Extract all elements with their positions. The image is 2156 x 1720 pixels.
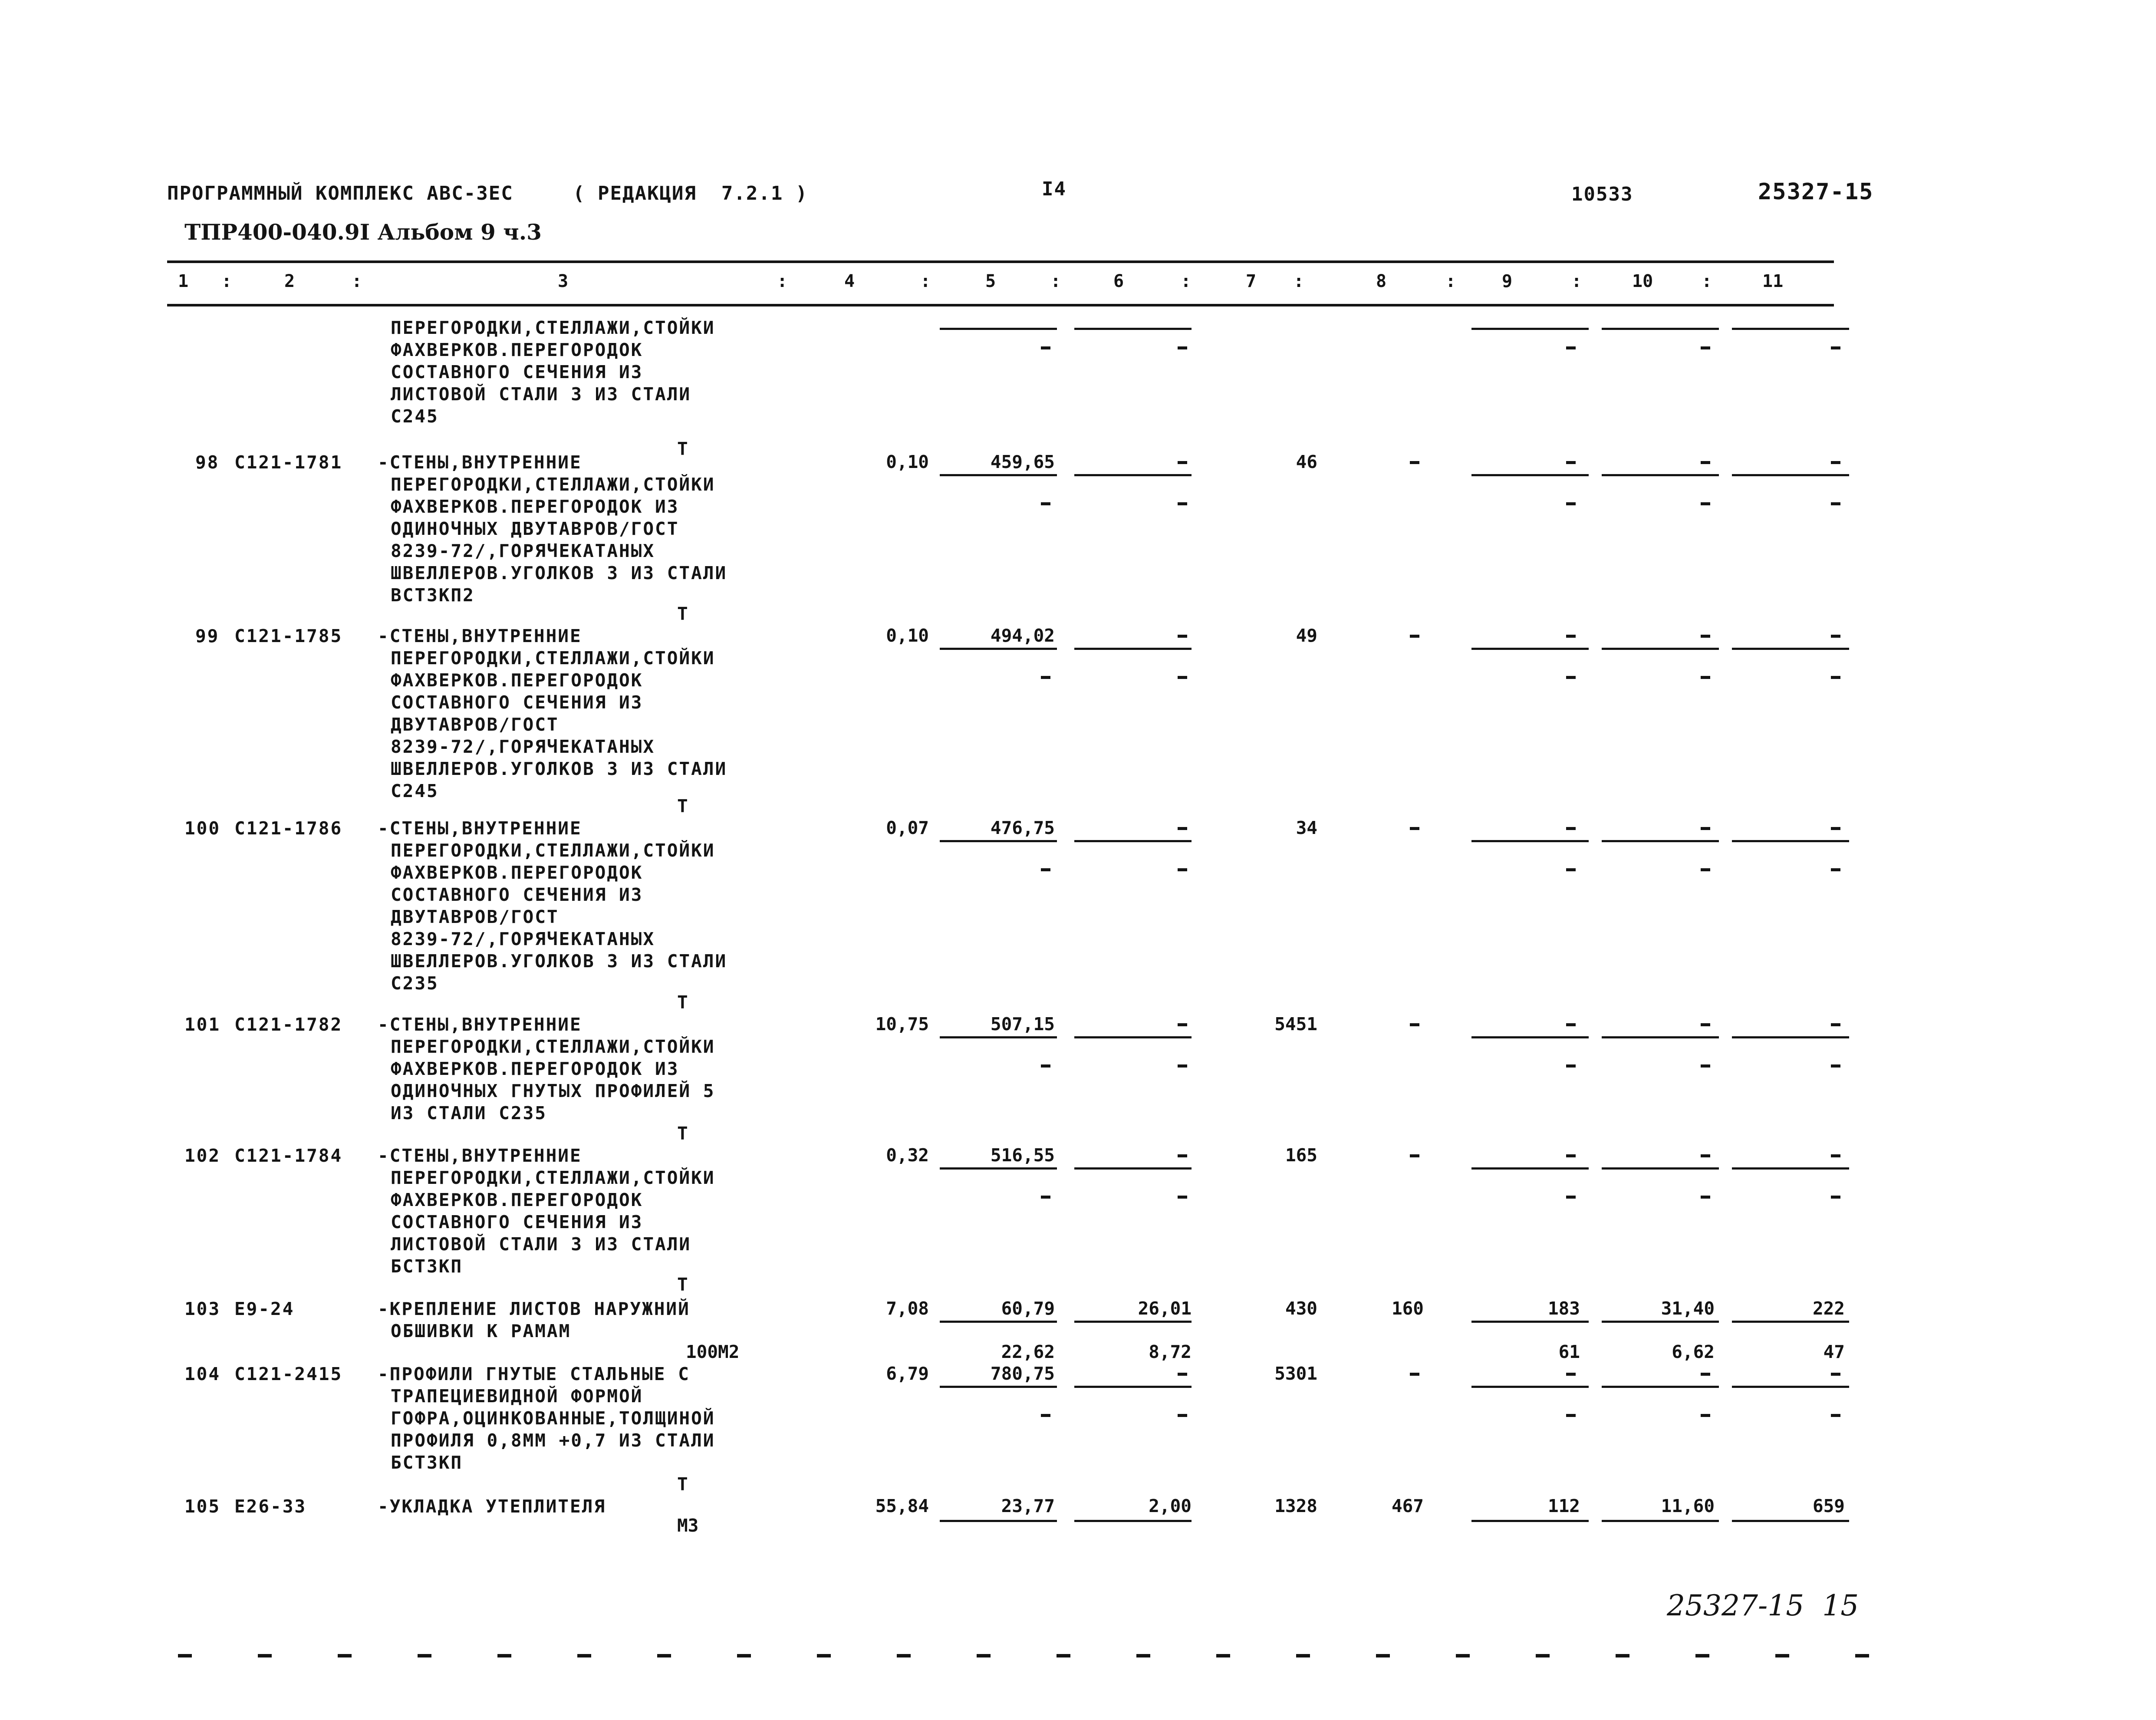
rule-segment-c5 bbox=[940, 1520, 1057, 1522]
description-line: 8239-72/,ГОРЯЧЕКАТАНЫХ bbox=[391, 736, 655, 757]
cell-c11: 222 bbox=[1812, 1298, 1845, 1319]
dash-mark bbox=[1566, 635, 1576, 638]
bottom-dash bbox=[897, 1654, 911, 1657]
dash-mark bbox=[1041, 868, 1050, 871]
row-number: 99 bbox=[195, 626, 220, 646]
dash-mark bbox=[1831, 635, 1840, 638]
description-line: ОДИНОЧНЫХ ГНУТЫХ ПРОФИЛЕЙ 5 bbox=[391, 1081, 715, 1101]
dash-mark bbox=[1831, 868, 1840, 871]
rule-segment-c5 bbox=[940, 328, 1057, 330]
rule-segment-c5 bbox=[940, 1321, 1057, 1323]
cell-c6: 26,01 bbox=[1138, 1298, 1192, 1319]
row-code: С121-1784 bbox=[234, 1145, 343, 1166]
rule-segment-c11 bbox=[1732, 1167, 1849, 1170]
bottom-dash bbox=[1136, 1654, 1150, 1657]
handwritten-signature: 25327-15 15 bbox=[1667, 1589, 1859, 1622]
description-line: ДВУТАВРОВ/ГОСТ bbox=[391, 906, 559, 927]
dash-mark bbox=[1178, 346, 1187, 349]
dash-mark bbox=[1701, 502, 1710, 505]
column-separator: : bbox=[1702, 271, 1712, 291]
row-code: С121-1782 bbox=[234, 1014, 343, 1035]
dash-mark bbox=[1178, 1154, 1187, 1157]
description-line: -СТЕНЫ,ВНУТРЕННИЕ bbox=[378, 626, 582, 646]
dash-mark bbox=[1041, 1064, 1050, 1068]
dash-mark bbox=[1178, 1196, 1187, 1199]
row-number: 105 bbox=[184, 1496, 221, 1517]
description-line: -СТЕНЫ,ВНУТРЕННИЕ bbox=[378, 1145, 582, 1166]
rule-segment-c5 bbox=[940, 840, 1057, 842]
dash-mark bbox=[1566, 346, 1576, 349]
description-line: ПРОФИЛЯ 0,8ММ +0,7 ИЗ СТАЛИ bbox=[391, 1430, 715, 1451]
dash-mark bbox=[1566, 1154, 1576, 1157]
description-line: СОСТАВНОГО СЕЧЕНИЯ ИЗ bbox=[391, 692, 643, 713]
dash-mark bbox=[1178, 827, 1187, 830]
rule-segment-c10 bbox=[1602, 648, 1719, 650]
description-line: БСТ3КП bbox=[391, 1452, 463, 1473]
rule-segment-c10 bbox=[1602, 1321, 1719, 1323]
dash-mark bbox=[1178, 461, 1187, 464]
column-separator: : bbox=[352, 271, 362, 291]
rule-segment-c11 bbox=[1732, 474, 1849, 476]
description-line: ЛИСТОВОЙ СТАЛИ 3 ИЗ СТАЛИ bbox=[391, 384, 691, 405]
page-number: I4 bbox=[1042, 178, 1066, 200]
row-code: С121-1781 bbox=[234, 452, 343, 473]
rule-segment-c10 bbox=[1602, 1520, 1719, 1522]
row-number: 102 bbox=[184, 1145, 221, 1166]
dash-mark bbox=[1701, 346, 1710, 349]
description-line: ОДИНОЧНЫХ ДВУТАВРОВ/ГОСТ bbox=[391, 518, 679, 539]
dash-mark bbox=[1410, 1154, 1419, 1157]
rule-segment-c5 bbox=[940, 648, 1057, 650]
dash-mark bbox=[1041, 676, 1050, 679]
cell-c9: 112 bbox=[1547, 1496, 1580, 1516]
bottom-dash bbox=[1057, 1654, 1070, 1657]
rule-segment-c9 bbox=[1471, 1036, 1589, 1038]
dash-mark bbox=[1178, 1064, 1187, 1068]
description-line: ПЕРЕГОРОДКИ,СТЕЛЛАЖИ,СТОЙКИ bbox=[391, 1167, 715, 1188]
dash-mark bbox=[1831, 827, 1840, 830]
bottom-dash bbox=[657, 1654, 671, 1657]
cell-c11: 659 bbox=[1812, 1496, 1845, 1516]
description-line: ФАХВЕРКОВ.ПЕРЕГОРОДОК bbox=[391, 862, 643, 883]
dash-mark bbox=[1566, 868, 1576, 871]
dash-mark bbox=[1701, 827, 1710, 830]
bottom-dash bbox=[817, 1654, 831, 1657]
dash-mark bbox=[1566, 1414, 1576, 1417]
row-code: С121-2415 bbox=[234, 1364, 343, 1384]
rule-segment-c11 bbox=[1732, 1386, 1849, 1388]
description-line: ДВУТАВРОВ/ГОСТ bbox=[391, 714, 559, 735]
cell-c5: 476,75 bbox=[990, 817, 1055, 838]
cell-c7: 46 bbox=[1296, 451, 1317, 472]
description-line: ФАХВЕРКОВ.ПЕРЕГОРОДОК bbox=[391, 670, 643, 691]
cell-c4: 0,10 bbox=[886, 625, 929, 646]
column-separator: : bbox=[1050, 271, 1061, 291]
rule-segment-c10 bbox=[1602, 840, 1719, 842]
cell-c4: 7,08 bbox=[886, 1298, 929, 1319]
rule-segment-c9 bbox=[1471, 328, 1589, 330]
dash-mark bbox=[1041, 1196, 1050, 1199]
description-line: 8239-72/,ГОРЯЧЕКАТАНЫХ bbox=[391, 929, 655, 949]
description-line: С235 bbox=[391, 973, 439, 994]
column-number: 5 bbox=[985, 271, 996, 291]
cell-c9: 61 bbox=[1558, 1341, 1580, 1362]
album-title: ТПР400-040.9I Альбом 9 ч.3 bbox=[184, 219, 542, 245]
column-number: 7 bbox=[1246, 271, 1257, 291]
column-number: 9 bbox=[1502, 271, 1513, 291]
rule-segment-c5 bbox=[940, 474, 1057, 476]
bottom-dash bbox=[577, 1654, 591, 1657]
bottom-dash bbox=[977, 1654, 991, 1657]
dash-mark bbox=[1701, 1154, 1710, 1157]
unit-label: Т bbox=[677, 992, 688, 1013]
cell-c7: 430 bbox=[1285, 1298, 1317, 1319]
dash-mark bbox=[1566, 1373, 1576, 1376]
bottom-dash bbox=[178, 1654, 192, 1657]
bottom-dash bbox=[1376, 1654, 1390, 1657]
description-line: БСТ3КП bbox=[391, 1256, 463, 1277]
cell-c10: 11,60 bbox=[1661, 1496, 1715, 1516]
description-line: ШВЕЛЛЕРОВ.УГОЛКОВ 3 ИЗ СТАЛИ bbox=[391, 563, 727, 583]
dash-mark bbox=[1831, 1064, 1840, 1068]
rule-segment-c9 bbox=[1471, 840, 1589, 842]
cell-c10: 6,62 bbox=[1672, 1341, 1715, 1362]
dash-mark bbox=[1701, 635, 1710, 638]
dash-mark bbox=[1566, 1064, 1576, 1068]
rule-segment-c6 bbox=[1074, 474, 1192, 476]
column-number: 3 bbox=[558, 271, 569, 291]
unit-label: Т bbox=[677, 603, 688, 624]
description-line: ИЗ СТАЛИ С235 bbox=[391, 1103, 547, 1124]
rule-segment-c10 bbox=[1602, 1167, 1719, 1170]
rule-segment-c11 bbox=[1732, 1321, 1849, 1323]
cell-c4: 0,10 bbox=[886, 451, 929, 472]
rule-segment-c6 bbox=[1074, 840, 1192, 842]
description-line: ТРАПЕЦИЕВИДНОЙ ФОРМОЙ bbox=[391, 1386, 643, 1407]
cell-c11: 47 bbox=[1823, 1341, 1845, 1362]
description-line: С245 bbox=[391, 406, 439, 427]
cell-c7: 5451 bbox=[1274, 1014, 1317, 1035]
cell-c6: 2,00 bbox=[1149, 1496, 1192, 1516]
cell-c6: 8,72 bbox=[1149, 1341, 1192, 1362]
unit-label: Т bbox=[677, 1123, 688, 1144]
rule-segment-c11 bbox=[1732, 1520, 1849, 1522]
description-line: -СТЕНЫ,ВНУТРЕННИЕ bbox=[378, 1014, 582, 1035]
dash-mark bbox=[1831, 1196, 1840, 1199]
bottom-dash bbox=[497, 1654, 511, 1657]
cell-c5: 516,55 bbox=[990, 1145, 1055, 1166]
cell-c10: 31,40 bbox=[1661, 1298, 1715, 1319]
dash-mark bbox=[1566, 461, 1576, 464]
rule-segment-c9 bbox=[1471, 1386, 1589, 1388]
cell-c9: 183 bbox=[1547, 1298, 1580, 1319]
column-separator: : bbox=[221, 271, 232, 291]
cell-c4: 10,75 bbox=[875, 1014, 929, 1035]
rule-segment-c10 bbox=[1602, 1386, 1719, 1388]
column-number: 1 bbox=[178, 271, 189, 291]
cell-c4: 55,84 bbox=[875, 1496, 929, 1516]
column-number: 11 bbox=[1762, 271, 1784, 291]
cell-c4: 0,32 bbox=[886, 1145, 929, 1166]
bottom-dash bbox=[338, 1654, 352, 1657]
description-line: ФАХВЕРКОВ.ПЕРЕГОРОДОК ИЗ bbox=[391, 496, 679, 517]
description-line: ПЕРЕГОРОДКИ,СТЕЛЛАЖИ,СТОЙКИ bbox=[391, 317, 715, 338]
dash-mark bbox=[1831, 676, 1840, 679]
dash-mark bbox=[1831, 502, 1840, 505]
rule-segment-c6 bbox=[1074, 648, 1192, 650]
description-line: ПЕРЕГОРОДКИ,СТЕЛЛАЖИ,СТОЙКИ bbox=[391, 474, 715, 495]
cell-c5: 22,62 bbox=[1001, 1341, 1055, 1362]
bottom-dash bbox=[258, 1654, 272, 1657]
column-separator: : bbox=[1181, 271, 1192, 291]
dash-mark bbox=[1701, 1064, 1710, 1068]
cell-c5: 780,75 bbox=[990, 1363, 1055, 1384]
description-line: СОСТАВНОГО СЕЧЕНИЯ ИЗ bbox=[391, 1212, 643, 1232]
dash-mark bbox=[1566, 502, 1576, 505]
rule-segment-c11 bbox=[1732, 840, 1849, 842]
dash-mark bbox=[1701, 1196, 1710, 1199]
rule-segment-c11 bbox=[1732, 328, 1849, 330]
edition-label: ( РЕДАКЦИЯ 7.2.1 ) bbox=[573, 182, 808, 204]
row-number: 101 bbox=[184, 1014, 221, 1035]
description-line: -КРЕПЛЕНИЕ ЛИСТОВ НАРУЖНИЙ bbox=[378, 1298, 690, 1319]
column-number: 6 bbox=[1113, 271, 1124, 291]
bottom-dash bbox=[1456, 1654, 1470, 1657]
cell-c7: 34 bbox=[1296, 817, 1317, 838]
rule-segment-c10 bbox=[1602, 1036, 1719, 1038]
unit-label: М3 bbox=[677, 1515, 699, 1536]
dash-mark bbox=[1178, 502, 1187, 505]
row-code: С121-1785 bbox=[234, 626, 343, 646]
rule-segment-c11 bbox=[1732, 1036, 1849, 1038]
column-separator: : bbox=[1445, 271, 1456, 291]
cell-c5: 494,02 bbox=[990, 625, 1055, 646]
dash-mark bbox=[1701, 1373, 1710, 1376]
rule-segment-c9 bbox=[1471, 474, 1589, 476]
cell-c5: 23,77 bbox=[1001, 1496, 1055, 1516]
bottom-dash bbox=[1775, 1654, 1789, 1657]
column-separator: : bbox=[920, 271, 931, 291]
dash-mark bbox=[1566, 1196, 1576, 1199]
bottom-dash bbox=[418, 1654, 431, 1657]
column-separator: : bbox=[1571, 271, 1582, 291]
row-code: Е26-33 bbox=[234, 1496, 307, 1517]
dash-mark bbox=[1831, 1154, 1840, 1157]
dash-mark bbox=[1566, 676, 1576, 679]
description-line: СОСТАВНОГО СЕЧЕНИЯ ИЗ bbox=[391, 884, 643, 905]
dash-mark bbox=[1178, 676, 1187, 679]
rule-segment-c9 bbox=[1471, 1321, 1589, 1323]
dash-mark bbox=[1831, 1414, 1840, 1417]
description-line: ФАХВЕРКОВ.ПЕРЕГОРОДОК bbox=[391, 1190, 643, 1210]
rule-segment-c5 bbox=[940, 1036, 1057, 1038]
dash-mark bbox=[1831, 346, 1840, 349]
bottom-dash bbox=[1855, 1654, 1869, 1657]
description-line: ШВЕЛЛЕРОВ.УГОЛКОВ 3 ИЗ СТАЛИ bbox=[391, 758, 727, 779]
column-number: 2 bbox=[284, 271, 295, 291]
cell-c7: 165 bbox=[1285, 1145, 1317, 1166]
dash-mark bbox=[1831, 461, 1840, 464]
dash-mark bbox=[1701, 1414, 1710, 1417]
rule-segment-c9 bbox=[1471, 648, 1589, 650]
description-line: ОБШИВКИ К РАМАМ bbox=[391, 1321, 571, 1341]
bottom-dash bbox=[737, 1654, 751, 1657]
cell-c4: 6,79 bbox=[886, 1363, 929, 1384]
description-line: ШВЕЛЛЕРОВ.УГОЛКОВ 3 ИЗ СТАЛИ bbox=[391, 951, 727, 972]
row-number: 104 bbox=[184, 1364, 221, 1384]
rule-segment-c6 bbox=[1074, 1036, 1192, 1038]
dash-mark bbox=[1566, 1023, 1576, 1026]
rule-segment-c9 bbox=[1471, 1167, 1589, 1170]
description-line: -СТЕНЫ,ВНУТРЕННИЕ bbox=[378, 818, 582, 839]
description-line: ПЕРЕГОРОДКИ,СТЕЛЛАЖИ,СТОЙКИ bbox=[391, 840, 715, 861]
description-line: ФАХВЕРКОВ.ПЕРЕГОРОДОК bbox=[391, 339, 643, 360]
row-number: 98 bbox=[195, 452, 220, 473]
bottom-dash bbox=[1536, 1654, 1550, 1657]
dash-mark bbox=[1178, 1023, 1187, 1026]
dash-mark bbox=[1410, 1373, 1419, 1376]
rule-segment-c9 bbox=[1471, 1520, 1589, 1522]
cell-c5: 459,65 bbox=[990, 451, 1055, 472]
bottom-dash bbox=[1695, 1654, 1709, 1657]
header-rule-bottom bbox=[167, 304, 1834, 306]
dash-mark bbox=[1701, 676, 1710, 679]
unit-label: Т bbox=[677, 796, 688, 817]
dash-mark bbox=[1410, 1023, 1419, 1026]
dash-mark bbox=[1831, 1023, 1840, 1026]
rule-segment-c6 bbox=[1074, 1520, 1192, 1522]
cell-c8: 160 bbox=[1391, 1298, 1424, 1319]
rule-segment-c10 bbox=[1602, 328, 1719, 330]
cell-c7: 49 bbox=[1296, 625, 1317, 646]
dash-mark bbox=[1178, 635, 1187, 638]
description-line: ГОФРА,ОЦИНКОВАННЫЕ,ТОЛЩИНОЙ bbox=[391, 1408, 715, 1429]
dash-mark bbox=[1831, 1373, 1840, 1376]
bottom-dash bbox=[1216, 1654, 1230, 1657]
description-line: -УКЛАДКА УТЕПЛИТЕЛЯ bbox=[378, 1496, 606, 1517]
unit-label: 100М2 bbox=[686, 1341, 740, 1362]
dash-mark bbox=[1178, 1373, 1187, 1376]
cell-c5: 507,15 bbox=[990, 1014, 1055, 1035]
description-line: ФАХВЕРКОВ.ПЕРЕГОРОДОК ИЗ bbox=[391, 1058, 679, 1079]
row-number: 103 bbox=[184, 1298, 221, 1319]
description-line: ПЕРЕГОРОДКИ,СТЕЛЛАЖИ,СТОЙКИ bbox=[391, 1036, 715, 1057]
column-number: 8 bbox=[1376, 271, 1387, 291]
bottom-dash bbox=[1296, 1654, 1310, 1657]
rule-segment-c6 bbox=[1074, 1386, 1192, 1388]
row-code: С121-1786 bbox=[234, 818, 343, 839]
dash-mark bbox=[1178, 868, 1187, 871]
dash-mark bbox=[1566, 827, 1576, 830]
dash-mark bbox=[1410, 635, 1419, 638]
document-number: 25327-15 bbox=[1758, 179, 1874, 205]
unit-label: Т bbox=[677, 438, 688, 459]
cell-c8: 467 bbox=[1391, 1496, 1424, 1516]
cell-c7: 5301 bbox=[1274, 1363, 1317, 1384]
dash-mark bbox=[1701, 1023, 1710, 1026]
description-line: СОСТАВНОГО СЕЧЕНИЯ ИЗ bbox=[391, 362, 643, 382]
column-separator: : bbox=[1294, 271, 1304, 291]
rule-segment-c6 bbox=[1074, 1321, 1192, 1323]
description-line: ПЕРЕГОРОДКИ,СТЕЛЛАЖИ,СТОЙКИ bbox=[391, 648, 715, 669]
row-code: Е9-24 bbox=[234, 1298, 295, 1319]
header-rule-top bbox=[167, 260, 1834, 263]
column-number: 10 bbox=[1632, 271, 1653, 291]
cell-c4: 0,07 bbox=[886, 817, 929, 838]
dash-mark bbox=[1410, 461, 1419, 464]
dash-mark bbox=[1701, 868, 1710, 871]
rule-segment-c5 bbox=[940, 1167, 1057, 1170]
cell-c5: 60,79 bbox=[1001, 1298, 1055, 1319]
dash-mark bbox=[1178, 1414, 1187, 1417]
description-line: -ПРОФИЛИ ГНУТЫЕ СТАЛЬНЫЕ С bbox=[378, 1364, 690, 1384]
description-line: ВСТ3КП2 bbox=[391, 585, 475, 606]
dash-mark bbox=[1701, 461, 1710, 464]
description-line: 8239-72/,ГОРЯЧЕКАТАНЫХ bbox=[391, 540, 655, 561]
unit-label: Т bbox=[677, 1474, 688, 1495]
rule-segment-c6 bbox=[1074, 328, 1192, 330]
column-separator: : bbox=[777, 271, 788, 291]
dash-mark bbox=[1041, 346, 1050, 349]
job-code: 10533 bbox=[1571, 183, 1633, 205]
rule-segment-c5 bbox=[940, 1386, 1057, 1388]
bottom-dash bbox=[1616, 1654, 1629, 1657]
description-line: ЛИСТОВОЙ СТАЛИ 3 ИЗ СТАЛИ bbox=[391, 1234, 691, 1255]
rule-segment-c10 bbox=[1602, 474, 1719, 476]
dash-mark bbox=[1410, 827, 1419, 830]
rule-segment-c6 bbox=[1074, 1167, 1192, 1170]
cell-c7: 1328 bbox=[1274, 1496, 1317, 1516]
row-number: 100 bbox=[184, 818, 221, 839]
column-number: 4 bbox=[844, 271, 855, 291]
rule-segment-c11 bbox=[1732, 648, 1849, 650]
description-line: С245 bbox=[391, 781, 439, 801]
unit-label: Т bbox=[677, 1274, 688, 1295]
program-title: ПРОГРАММНЫЙ КОМПЛЕКС АВС-3ЕС bbox=[167, 182, 513, 204]
dash-mark bbox=[1041, 502, 1050, 505]
description-line: -СТЕНЫ,ВНУТРЕННИЕ bbox=[378, 452, 582, 473]
dash-mark bbox=[1041, 1414, 1050, 1417]
